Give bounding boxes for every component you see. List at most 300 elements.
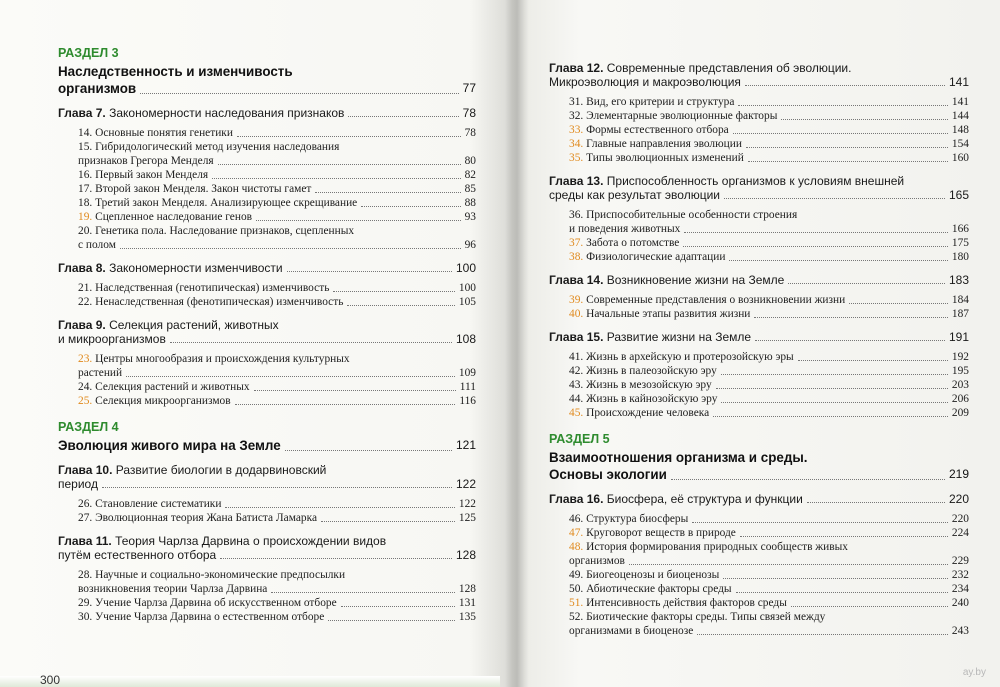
dot-leader	[713, 416, 948, 417]
item-title: Начальные этапы развития жизни	[586, 308, 751, 320]
page-ref: 122	[455, 477, 476, 491]
toc-item[interactable]	[549, 137, 969, 151]
page-ref: 100	[455, 261, 476, 275]
page-ref: 135	[458, 611, 476, 623]
page-ref: 131	[458, 597, 476, 609]
chapter-text	[549, 330, 751, 344]
item-number: 24.	[78, 381, 93, 393]
chapter-entry[interactable]	[58, 106, 476, 120]
item-title: Абиотические факторы среды	[586, 583, 732, 595]
chapter-title: Развитие жизни на Земле	[606, 330, 752, 344]
dot-leader	[745, 85, 945, 86]
item-number: 17.	[78, 183, 93, 195]
toc-item[interactable]	[549, 540, 969, 568]
item-title: Интенсивность действия факторов среды	[586, 597, 787, 609]
toc-item[interactable]	[549, 250, 969, 264]
page-ref: 148	[951, 124, 969, 136]
dot-leader	[723, 578, 948, 579]
item-title: Происхождение человека	[586, 407, 710, 419]
item-text	[569, 293, 845, 307]
toc-row	[58, 394, 476, 408]
chapter-entry[interactable]	[549, 492, 969, 506]
item-text	[569, 236, 679, 250]
toc-row	[549, 222, 969, 236]
item-text	[78, 511, 317, 525]
item-text	[569, 582, 732, 596]
book-gutter	[505, 0, 529, 687]
chapter-title-continued: и микроорганизмов	[58, 332, 166, 346]
page-ref: 184	[951, 294, 969, 306]
item-title: Эволюционная теория Жана Батиста Ламарка	[95, 512, 318, 524]
page-ref: 224	[951, 527, 969, 539]
chapter-prefix: Глава 14.	[549, 273, 604, 287]
chapter-prefix: Глава 10.	[58, 463, 113, 477]
chapter-entry[interactable]	[58, 261, 476, 275]
item-title-continued: с полом	[78, 239, 116, 251]
toc-row	[58, 497, 476, 511]
item-text	[569, 378, 712, 392]
toc-item[interactable]	[58, 281, 476, 295]
item-title-continued: признаков Грегора Менделя	[78, 155, 214, 167]
chapter-prefix: Глава 15.	[549, 330, 604, 344]
page-ref: 187	[951, 308, 969, 320]
chapter-first-line	[549, 61, 969, 75]
item-number: 44.	[569, 393, 584, 405]
page-ref: 240	[951, 597, 969, 609]
page-ref: 82	[464, 169, 476, 181]
page-ref: 88	[464, 197, 476, 209]
item-number: 27.	[78, 512, 93, 524]
item-title: Элементарные эволюционные факторы	[586, 110, 778, 122]
toc-item[interactable]	[549, 293, 969, 307]
item-number: 33.	[569, 124, 584, 136]
dot-leader	[746, 147, 948, 148]
dot-leader	[287, 271, 452, 272]
toc-row	[549, 307, 969, 321]
toc-row	[58, 610, 476, 624]
item-title: Жизнь в палеозойскую эру	[586, 365, 717, 377]
toc-row	[549, 512, 969, 526]
item-number: 20.	[78, 225, 93, 237]
toc-row	[58, 380, 476, 394]
item-title: Забота о потомстве	[586, 237, 680, 249]
chapter-title: Развитие биологии в додарвиновский	[115, 463, 327, 477]
watermark: ay.by	[962, 667, 986, 678]
toc-row	[58, 126, 476, 140]
page-ref: 232	[951, 569, 969, 581]
toc-row	[549, 273, 969, 287]
item-text	[78, 610, 324, 624]
chapter-text	[549, 492, 803, 506]
item-number: 30.	[78, 611, 93, 623]
item-number: 46.	[569, 513, 584, 525]
toc-row	[549, 137, 969, 151]
item-first-line	[549, 208, 969, 222]
item-text	[78, 394, 231, 408]
toc-item[interactable]	[549, 610, 969, 638]
toc-item[interactable]	[58, 126, 476, 140]
item-title: Жизнь в архейскую и протерозойскую эры	[586, 351, 794, 363]
page-ref: 122	[458, 498, 476, 510]
toc-row	[549, 293, 969, 307]
toc-row	[58, 366, 476, 380]
dot-leader	[671, 479, 945, 480]
item-title: История формирования природных сообществ живых	[586, 541, 848, 553]
dot-leader	[256, 220, 461, 221]
toc-row	[549, 109, 969, 123]
item-number: 50.	[569, 583, 584, 595]
toc-item[interactable]	[58, 511, 476, 525]
chapter-title: Закономерности изменчивости	[109, 261, 283, 275]
toc-row	[549, 151, 969, 165]
page-footer-bar	[0, 676, 500, 687]
dot-leader	[629, 564, 948, 565]
chapter-entry[interactable]	[549, 174, 969, 202]
toc-row	[549, 526, 969, 540]
dot-leader	[683, 246, 948, 247]
item-title: Круговорот веществ в природе	[586, 527, 736, 539]
dot-leader	[788, 283, 945, 284]
section-title-entry[interactable]	[58, 63, 476, 97]
toc-row	[58, 582, 476, 596]
chapter-entry[interactable]	[58, 318, 476, 346]
page-ref: 220	[948, 492, 969, 506]
toc-item[interactable]	[549, 95, 969, 109]
chapter-entry[interactable]	[58, 463, 476, 491]
toc-item[interactable]	[58, 168, 476, 182]
toc-row	[549, 75, 969, 89]
page-ref: 141	[948, 75, 969, 89]
toc-row	[58, 511, 476, 525]
item-number: 35.	[569, 152, 584, 164]
chapter-title-continued: среды как результат эволюции	[549, 188, 720, 202]
item-title: Физиологические адаптации	[586, 251, 726, 263]
dot-leader	[225, 507, 454, 508]
chapter-entry[interactable]	[58, 534, 476, 562]
item-number: 52.	[569, 611, 584, 623]
dot-leader	[220, 558, 452, 559]
page-ref: 128	[455, 548, 476, 562]
toc-item[interactable]	[549, 512, 969, 526]
item-number: 16.	[78, 169, 93, 181]
item-title: Жизнь в мезозойскую эру	[586, 379, 712, 391]
item-number: 19.	[78, 211, 93, 223]
dot-leader	[781, 119, 948, 120]
page-ref: 195	[951, 365, 969, 377]
toc-item[interactable]	[58, 380, 476, 394]
page-ref: 121	[455, 438, 476, 452]
toc-row	[549, 123, 969, 137]
dot-leader	[218, 164, 461, 165]
dot-leader	[748, 161, 948, 162]
page-ref: 234	[951, 583, 969, 595]
chapter-title-continued: период	[58, 477, 98, 491]
page-ref: 100	[458, 282, 476, 294]
item-number: 42.	[569, 365, 584, 377]
section-title-entry[interactable]	[549, 449, 969, 483]
page-ref: 128	[458, 583, 476, 595]
page-ref: 144	[951, 110, 969, 122]
toc-item[interactable]	[58, 568, 476, 596]
item-text	[78, 210, 252, 224]
toc-item[interactable]	[549, 392, 969, 406]
item-text	[569, 526, 736, 540]
item-number: 49.	[569, 569, 584, 581]
toc-row	[549, 350, 969, 364]
toc-row	[58, 154, 476, 168]
item-first-line	[58, 352, 476, 366]
dot-leader	[738, 105, 948, 106]
toc-item[interactable]	[549, 378, 969, 392]
toc-row	[549, 250, 969, 264]
chapter-first-line	[58, 534, 476, 548]
left-page-toc	[58, 46, 476, 624]
toc-row	[549, 378, 969, 392]
page-ref: 78	[462, 106, 476, 120]
item-number: 18.	[78, 197, 93, 209]
item-text	[78, 380, 250, 394]
dot-leader	[791, 606, 948, 607]
page-ref: 85	[464, 183, 476, 195]
toc-item[interactable]	[549, 208, 969, 236]
page-ref: 166	[951, 223, 969, 235]
dot-leader	[321, 521, 455, 522]
dot-leader	[849, 303, 948, 304]
item-title: Вид, его критерии и структура	[586, 96, 735, 108]
toc-row	[549, 466, 969, 483]
page-ref: 220	[951, 513, 969, 525]
dot-leader	[237, 136, 461, 137]
toc-row	[58, 295, 476, 309]
item-title: Структура биосферы	[586, 513, 689, 525]
toc-row	[549, 624, 969, 638]
section-title-line: Наследственность и изменчивость	[58, 64, 293, 79]
toc-row	[58, 596, 476, 610]
page-number: 300	[40, 673, 61, 687]
page-ref: 109	[458, 367, 476, 379]
page-ref: 96	[464, 239, 476, 251]
chapter-entry[interactable]	[549, 61, 969, 89]
dot-leader	[271, 592, 455, 593]
page-ref: 203	[951, 379, 969, 391]
chapter-title-continued: Микроэволюция и макроэволюция	[549, 75, 741, 89]
page-ref: 105	[458, 296, 476, 308]
dot-leader	[716, 388, 948, 389]
item-number: 31.	[569, 96, 584, 108]
page-ref: 111	[459, 381, 476, 393]
toc-item[interactable]	[549, 307, 969, 321]
toc-item[interactable]	[549, 109, 969, 123]
item-number: 51.	[569, 597, 584, 609]
item-title: Учение Чарлза Дарвина об искусственном отборе	[95, 597, 337, 609]
toc-row	[58, 106, 476, 120]
toc-row	[58, 261, 476, 275]
dot-leader	[328, 620, 455, 621]
item-text	[569, 392, 717, 406]
item-number: 21.	[78, 282, 93, 294]
item-title: Гибридологический метод изучения наследования	[95, 141, 340, 153]
toc-item[interactable]	[549, 151, 969, 165]
toc-item[interactable]	[549, 236, 969, 250]
item-text	[569, 512, 688, 526]
item-number: 28.	[78, 569, 93, 581]
item-number: 41.	[569, 351, 584, 363]
toc-row	[549, 582, 969, 596]
page-ref: 77	[462, 81, 476, 95]
toc-row	[58, 168, 476, 182]
item-title: Главные направления эволюции	[586, 138, 742, 150]
item-title: Основные понятия генетики	[95, 127, 233, 139]
toc-item[interactable]	[549, 350, 969, 364]
chapter-title: Приспособленность организмов к условиям внешней	[606, 174, 905, 188]
chapter-prefix: Глава 7.	[58, 106, 106, 120]
chapter-title: Закономерности наследования признаков	[109, 106, 345, 120]
toc-item[interactable]	[58, 196, 476, 210]
item-title: Центры многообразия и происхождения культурных	[95, 353, 350, 365]
chapter-prefix: Глава 12.	[549, 61, 604, 75]
toc-row	[58, 477, 476, 491]
item-text	[569, 307, 750, 321]
toc-item[interactable]	[549, 568, 969, 582]
toc-item[interactable]	[58, 596, 476, 610]
item-title-continued: возникновения теории Чарлза Дарвина	[78, 583, 268, 595]
item-number: 14.	[78, 127, 93, 139]
chapter-title: Селекция растений, животных	[109, 318, 279, 332]
section-title-last-line: Эволюция живого мира на Земле	[58, 438, 281, 453]
item-number: 45.	[569, 407, 584, 419]
section-title-last-line: Основы экологии	[549, 467, 667, 482]
dot-leader	[212, 178, 460, 179]
dot-leader	[235, 404, 456, 405]
item-number: 43.	[569, 379, 584, 391]
toc-item[interactable]	[58, 140, 476, 168]
toc-item[interactable]	[58, 352, 476, 380]
toc-item[interactable]	[58, 394, 476, 408]
item-text	[569, 406, 709, 420]
chapter-text	[549, 273, 784, 287]
toc-item[interactable]	[58, 224, 476, 252]
toc-row	[58, 332, 476, 346]
dot-leader	[254, 390, 456, 391]
toc-item[interactable]	[549, 364, 969, 378]
toc-item[interactable]	[549, 526, 969, 540]
page-ref: 175	[951, 237, 969, 249]
chapter-title: Возникновение жизни на Земле	[606, 273, 785, 287]
item-text	[78, 281, 329, 295]
page-ref: 78	[464, 127, 476, 139]
item-title: Третий закон Менделя. Анализирующее скрещивание	[95, 197, 358, 209]
dot-leader	[692, 522, 948, 523]
item-title: Учение Чарлза Дарвина о естественном отборе	[95, 611, 325, 623]
dot-leader	[721, 374, 948, 375]
item-number: 38.	[569, 251, 584, 263]
item-title: Ненаследственная (фенотипическая) изменчивость	[95, 296, 344, 308]
item-text	[569, 109, 777, 123]
item-first-line	[549, 540, 969, 554]
section-title-entry[interactable]	[58, 437, 476, 454]
toc-item[interactable]	[549, 123, 969, 137]
item-number: 36.	[569, 209, 584, 221]
chapter-entry[interactable]	[549, 330, 969, 344]
toc-row	[549, 554, 969, 568]
toc-item[interactable]	[549, 596, 969, 610]
chapter-text	[58, 261, 283, 275]
item-title: Становление систематики	[95, 498, 222, 510]
section-label: РАЗДЕЛ 3	[58, 46, 119, 60]
dot-leader	[733, 133, 948, 134]
toc-item[interactable]	[58, 210, 476, 224]
page-ref: 165	[948, 188, 969, 202]
item-title: Наследственная (генотипическая) изменчивость	[95, 282, 330, 294]
toc-row	[58, 196, 476, 210]
section-title-last-line: организмов	[58, 81, 137, 96]
chapter-first-line	[549, 174, 969, 188]
page-ref: 192	[951, 351, 969, 363]
page-ref: 141	[951, 96, 969, 108]
item-number: 37.	[569, 237, 584, 249]
dot-leader	[755, 340, 945, 341]
item-number: 25.	[78, 395, 93, 407]
toc-item[interactable]	[58, 182, 476, 196]
chapter-prefix: Глава 11.	[58, 534, 112, 548]
item-text	[569, 568, 719, 582]
toc-row	[549, 568, 969, 582]
item-number: 23.	[78, 353, 93, 365]
item-title: Второй закон Менделя. Закон чистоты гамет	[95, 183, 312, 195]
chapter-title-continued: путём естественного отбора	[58, 548, 217, 562]
chapter-entry[interactable]	[549, 273, 969, 287]
item-title: Жизнь в кайнозойскую эру	[586, 393, 718, 405]
dot-leader	[807, 502, 945, 503]
toc-row	[58, 210, 476, 224]
item-number: 48.	[569, 541, 584, 553]
dot-leader	[120, 248, 461, 249]
item-title: Генетика пола. Наследование признаков, сцепленных	[95, 225, 355, 237]
dot-leader	[697, 634, 948, 635]
toc-item[interactable]	[549, 406, 969, 420]
toc-row	[58, 437, 476, 454]
dot-leader	[724, 198, 945, 199]
chapter-prefix: Глава 8.	[58, 261, 106, 275]
page-ref: 219	[948, 467, 969, 481]
item-number: 39.	[569, 294, 584, 306]
item-number: 32.	[569, 110, 584, 122]
toc-row	[549, 392, 969, 406]
toc-item[interactable]	[58, 610, 476, 624]
dot-leader	[140, 93, 458, 94]
chapter-first-line	[58, 318, 476, 332]
toc-item[interactable]	[58, 295, 476, 309]
item-text	[569, 123, 729, 137]
chapter-title: Биосфера, её структура и функции	[606, 492, 803, 506]
toc-item[interactable]	[549, 582, 969, 596]
item-title-continued: организмами в биоценозе	[569, 625, 694, 637]
item-text	[78, 497, 221, 511]
item-title-continued: растений	[78, 367, 123, 379]
page-ref: 191	[948, 330, 969, 344]
item-number: 47.	[569, 527, 584, 539]
item-title: Типы эволюционных изменений	[586, 152, 744, 164]
section-label: РАЗДЕЛ 4	[58, 420, 119, 434]
toc-row	[549, 188, 969, 202]
toc-row	[549, 236, 969, 250]
item-text	[78, 196, 357, 210]
item-text	[569, 151, 744, 165]
item-title: Формы естественного отбора	[586, 124, 729, 136]
toc-item[interactable]	[58, 497, 476, 511]
dot-leader	[348, 116, 458, 117]
item-first-line	[58, 224, 476, 238]
